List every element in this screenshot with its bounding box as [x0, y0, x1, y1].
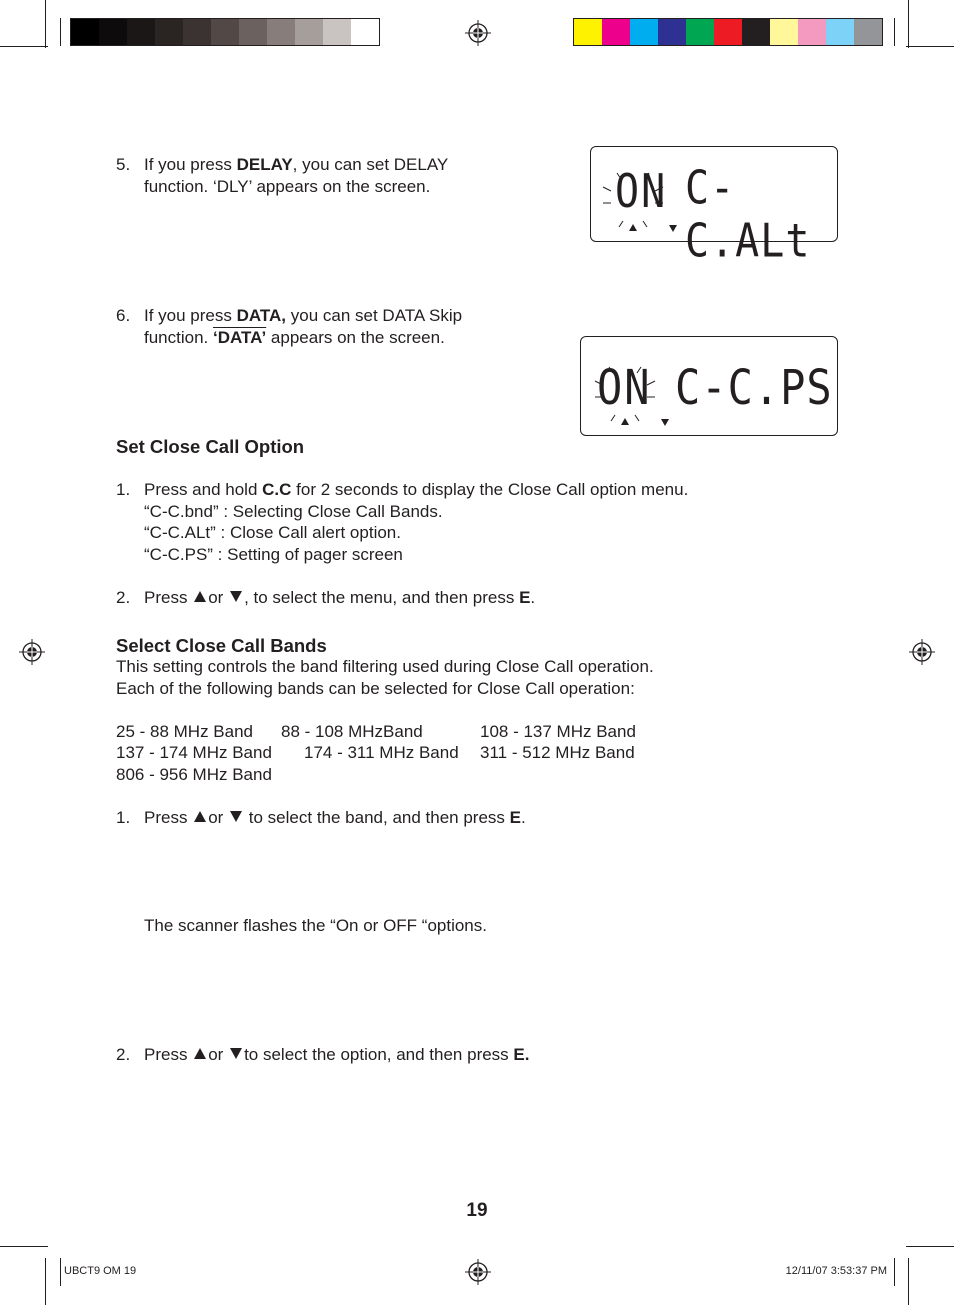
band-item: 25 - 88 MHz Band — [116, 722, 254, 741]
key-name: E. — [513, 1045, 530, 1064]
color-swatch — [239, 19, 267, 45]
down-arrow-icon — [230, 1048, 242, 1059]
lcd-display-pager — [580, 336, 838, 436]
band-item: 137 - 174 MHz Band — [116, 743, 272, 762]
color-swatch — [798, 19, 826, 45]
section-heading: Select Close Call Bands — [116, 635, 327, 656]
set-close-call-step-2: 2. Press or , to select the menu, and then press E. — [116, 588, 536, 607]
color-swatch — [630, 19, 658, 45]
lcd-down-arrow-icon — [669, 225, 677, 232]
color-swatch — [686, 19, 714, 45]
option-line: “C-C.PS” : Setting of pager screen — [144, 544, 403, 564]
set-close-call-step-1: 1. Press and hold C.C for 2 seconds to display the Close Call option menu. “C-C.bnd” : Selecting Close Call Bands. “C-C.ALt” : Close Call alert option. “C-C.PS” : Setting of pager screen — [116, 480, 689, 564]
color-swatch — [155, 19, 183, 45]
gray-color-bar — [70, 18, 380, 46]
lcd-down-arrow-icon — [661, 419, 669, 426]
key-name: DELAY — [236, 155, 293, 174]
color-swatch — [71, 19, 99, 45]
page-number: 19 — [466, 1200, 488, 1221]
process-color-bar — [573, 18, 883, 46]
color-swatch — [770, 19, 798, 45]
color-swatch — [658, 19, 686, 45]
color-swatch — [826, 19, 854, 45]
key-name: E — [519, 588, 531, 607]
registration-mark-icon — [465, 20, 491, 46]
band-item: 311 - 512 MHz Band — [480, 743, 635, 762]
color-swatch — [99, 19, 127, 45]
color-swatch — [742, 19, 770, 45]
registration-mark-icon — [909, 639, 935, 665]
option-line: “C-C.ALt” : Close Call alert option. — [144, 523, 401, 542]
down-arrow-icon — [230, 591, 242, 602]
up-arrow-icon — [194, 591, 206, 602]
color-swatch — [183, 19, 211, 45]
color-swatch — [127, 19, 155, 45]
color-swatch — [574, 19, 602, 45]
color-swatch — [854, 19, 882, 45]
color-swatch — [295, 19, 323, 45]
item-number: 1. — [116, 480, 131, 499]
lcd-display-alert — [590, 146, 838, 268]
registration-mark-icon — [19, 639, 45, 665]
intro-text: This setting controls the band filtering used during Close Call operation. — [116, 657, 654, 676]
item-number: 6. — [116, 306, 131, 325]
item-number: 2. — [116, 1045, 131, 1064]
color-swatch — [323, 19, 351, 45]
flash-note: The scanner flashes the “On or OFF “options. — [144, 916, 487, 935]
up-arrow-icon — [194, 1048, 206, 1059]
item-number: 1. — [116, 808, 131, 827]
item-6: 6. If you press DATA, you can set DATA Skip function. ‘DATA’ appears on the screen. — [116, 306, 463, 347]
section-heading: Set Close Call Option — [116, 436, 305, 457]
down-arrow-icon — [230, 811, 242, 822]
band-item: 88 - 108 MHzBand — [281, 722, 423, 741]
color-swatch — [714, 19, 742, 45]
color-swatch — [267, 19, 295, 45]
footer-timestamp: 12/11/07 3:53:37 PM — [785, 1265, 887, 1277]
band-item: 806 - 956 MHz Band — [116, 765, 272, 784]
lcd-up-arrow-icon — [621, 418, 629, 425]
item-number: 2. — [116, 588, 131, 607]
band-item: 108 - 137 MHz Band — [480, 722, 636, 741]
lcd-left-text: ON — [615, 165, 668, 219]
lcd-left-text: ON — [597, 359, 652, 416]
item-5: 5. If you press DELAY, you can set DELAY function. ‘DLY’ appears on the screen. — [116, 155, 449, 196]
display-text: ‘DATA’ — [213, 327, 267, 347]
select-bands-step-2: 2. Press or to select the option, and then press E. — [116, 1045, 530, 1064]
lcd-right-text: C-C.PS — [675, 359, 833, 416]
lcd-right-text: C-C.ALt — [685, 162, 811, 268]
item-number: 5. — [116, 155, 131, 174]
up-arrow-icon — [194, 811, 206, 822]
key-name: E — [509, 808, 521, 827]
color-swatch — [211, 19, 239, 45]
key-name: DATA, — [236, 306, 287, 325]
option-line: “C-C.bnd” : Selecting Close Call Bands. — [144, 501, 443, 521]
lcd-up-arrow-icon — [629, 224, 637, 231]
key-name: C.C — [262, 480, 292, 499]
footer-job-name: UBCT9 OM 19 — [64, 1265, 137, 1277]
select-bands-step-1: 1. Press or to select the band, and then press E. — [116, 808, 526, 827]
color-swatch — [602, 19, 630, 45]
intro-text: Each of the following bands can be selected for Close Call operation: — [116, 679, 635, 698]
band-item: 174 - 311 MHz Band — [304, 743, 459, 762]
color-swatch — [351, 19, 379, 45]
registration-mark-icon — [465, 1259, 491, 1285]
